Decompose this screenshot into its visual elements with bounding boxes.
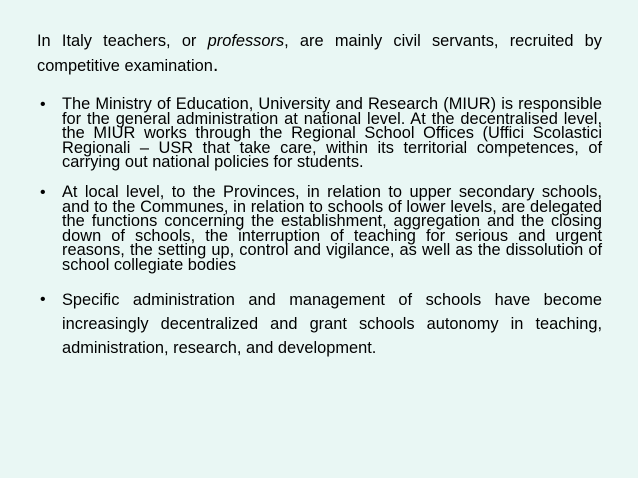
bullet-marker: • — [40, 96, 46, 113]
intro-paragraph — [37, 29, 602, 78]
intro-emphasis: professors — [207, 32, 285, 50]
bullet-local-level — [37, 182, 602, 274]
bullet-text: At local level, to the Provinces, in relation to upper secondary schools, and to the Communes, in relation to schools of lower levels, are delegated the functions concerning the establishment, aggregation and the closing down of schools, the interruption of teaching for serious and urgent reasons, the setting up, control and vigilance, as well as the dissolution of school collegiate bodies — [62, 182, 602, 274]
bullet-marker: • — [40, 290, 46, 308]
intro-text-start: In Italy teachers, or — [37, 32, 208, 50]
intro-period: . — [212, 54, 219, 76]
bullet-marker: • — [40, 183, 46, 201]
bullet-ministry — [37, 97, 602, 170]
intro-text-end: , are mainly civil servants, recruited by competitive examination — [37, 32, 602, 75]
bullet-list — [37, 97, 602, 360]
bullet-text: The Ministry of Education, University and Research (MIUR) is responsible for the general administration at national level. At the decentralised level, the MIUR works through the Regional School Offices (Uffici Scolastici Regionali – USR that take care, within its territorial competences, of carrying out national policies for students. — [62, 95, 602, 172]
bullet-text: Specific administration and management of schools have become increasingly decentralized and grant schools autonomy in teaching, administration, research, and development. — [62, 290, 602, 357]
bullet-autonomy — [37, 288, 602, 360]
